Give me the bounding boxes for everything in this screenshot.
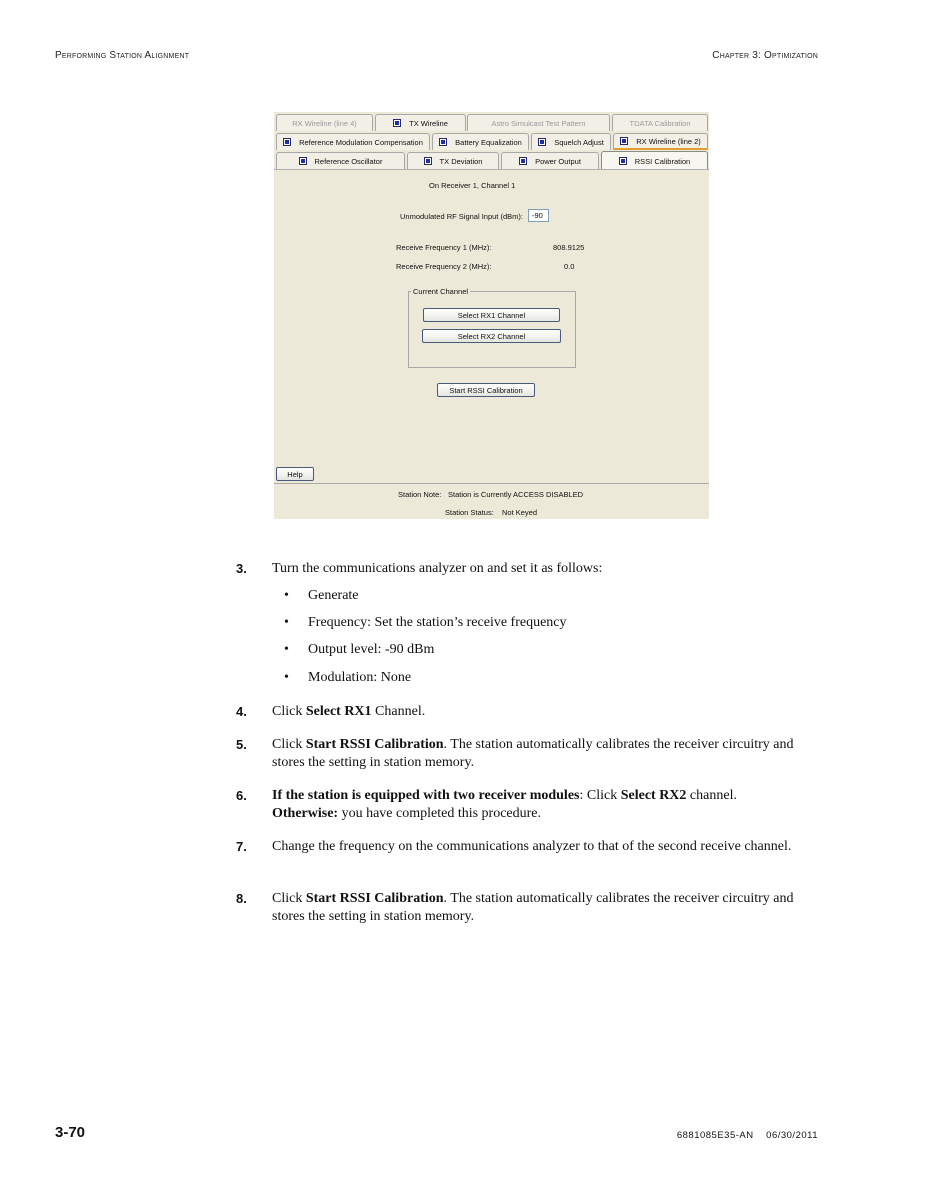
checkbox-checked-icon	[620, 137, 628, 145]
tab-reference-modulation-compensation[interactable]	[276, 133, 430, 150]
step-text-part: Channel.	[371, 704, 426, 719]
checkbox-checked-icon	[439, 138, 447, 146]
footer-doc-info	[677, 1130, 818, 1141]
step-text	[272, 703, 820, 721]
receive-frequency-1-value: 808.9125	[553, 243, 585, 252]
step-text-part: Click	[272, 891, 306, 906]
step-text-part: you have completed this procedure.	[338, 806, 542, 821]
step-text-bold: Start RSSI Calibration	[305, 891, 444, 906]
checkbox-checked-icon	[393, 119, 401, 127]
receiver-channel-text: On Receiver 1, Channel 1	[429, 181, 516, 190]
step-text-part: channel.	[686, 788, 737, 803]
start-rssi-calibration-button[interactable]: Start RSSI Calibration	[437, 383, 535, 397]
checkbox-checked-icon	[619, 157, 627, 165]
tab-ref-osc-label: Reference Oscillator	[314, 156, 383, 166]
tab-rx-wireline-line2[interactable]	[613, 133, 708, 150]
step-text: Change the frequency on the communications analyzer to that of the second receive channel.	[272, 839, 792, 854]
tab-astro-simulcast-label: Astro Simulcast Test Pattern	[491, 118, 586, 128]
current-channel-title: Current Channel	[413, 287, 469, 296]
checkbox-checked-icon	[299, 157, 307, 165]
step-text-bold: Otherwise:	[272, 806, 339, 821]
checkbox-checked-icon	[519, 157, 527, 165]
header-right-text: Chapter 3: Optimization	[712, 50, 818, 61]
step-text	[272, 736, 820, 772]
step-text-part: . The station automatically calibrates the receiver circuitry and stores the setting in station memory.	[272, 891, 794, 924]
bullet-icon: •	[284, 642, 289, 657]
tab-squelch-label: Squelch Adjust	[554, 137, 604, 147]
tab-row-3	[274, 152, 709, 170]
rssi-calibration-screenshot	[274, 112, 709, 519]
receive-frequency-2-label: Receive Frequency 2 (MHz):	[396, 262, 492, 271]
tab-rx-wireline-line4[interactable]	[276, 114, 373, 131]
tab-power-output-label: Power Output	[535, 156, 581, 166]
station-note-label: Station Note:	[398, 490, 442, 499]
step-number: 3.	[236, 561, 247, 576]
step-text-part: Click	[272, 704, 306, 719]
receive-frequency-2-value: 0.0	[564, 262, 575, 271]
step-text-bold: Select RX1	[305, 704, 372, 719]
step-number: 6.	[236, 788, 247, 803]
step-text	[272, 890, 820, 926]
station-status-value: Not Keyed	[502, 508, 538, 517]
tab-astro-simulcast[interactable]	[467, 114, 610, 131]
select-rx2-channel-button[interactable]: Select RX2 Channel	[422, 329, 561, 343]
tab-tx-wireline-label: TX Wireline	[409, 118, 448, 128]
step-text-bold: If the station is equipped with two receiver modules	[272, 788, 580, 803]
tab-squelch-adjust[interactable]	[531, 133, 611, 150]
help-button[interactable]: Help	[276, 467, 314, 481]
tab-row-2	[274, 133, 709, 151]
step-number: 4.	[236, 704, 247, 719]
select-rx1-channel-button[interactable]: Select RX1 Channel	[423, 308, 560, 322]
receive-frequency-1-label: Receive Frequency 1 (MHz):	[396, 243, 492, 252]
bullet-text: Generate	[308, 588, 359, 603]
checkbox-checked-icon	[424, 157, 432, 165]
step-text: Turn the communications analyzer on and set it as follows:	[272, 561, 603, 576]
tab-tdata-calibration-label: TDATA Calibration	[629, 118, 691, 128]
step-text-part: : Click	[579, 788, 621, 803]
doc-id: 6881085E35-AN	[676, 1130, 754, 1141]
tab-battery-equalization[interactable]	[432, 133, 529, 150]
tab-refmod-label: Reference Modulation Compensation	[299, 137, 423, 147]
checkbox-checked-icon	[538, 138, 546, 146]
signal-input-label: Unmodulated RF Signal Input (dBm):	[400, 212, 523, 221]
bullet-text: Frequency: Set the station’s receive frequency	[308, 615, 567, 630]
bullet-text: Output level: -90 dBm	[308, 642, 435, 657]
checkbox-checked-icon	[283, 138, 291, 146]
step-text-part: Click	[272, 737, 306, 752]
step-number: 5.	[236, 737, 247, 752]
step-number: 8.	[236, 891, 247, 906]
signal-input-field[interactable]: -90	[528, 209, 549, 222]
station-status-label: Station Status:	[445, 508, 494, 517]
running-header-right	[712, 50, 818, 61]
panel-top-border	[274, 169, 709, 170]
bullet-icon: •	[284, 615, 289, 630]
tab-tx-deviation[interactable]	[407, 152, 499, 169]
tab-tdata-calibration[interactable]	[612, 114, 708, 131]
tab-battery-label: Battery Equalization	[455, 137, 522, 147]
step-number: 7.	[236, 839, 247, 854]
tab-reference-oscillator[interactable]	[276, 152, 405, 169]
tab-rx-wireline-line4-label: RX Wireline (line 4)	[292, 118, 357, 128]
header-left-text: Performing Station Alignment	[55, 50, 190, 61]
tab-tx-deviation-label: TX Deviation	[439, 156, 483, 166]
status-separator	[274, 483, 709, 484]
tab-rssi-calibration[interactable]	[601, 151, 708, 170]
tab-row-1	[274, 114, 709, 132]
tab-rssi-label: RSSI Calibration	[634, 156, 691, 166]
step-text-bold: Select RX2	[620, 788, 687, 803]
bullet-text: Modulation: None	[308, 670, 412, 685]
step-text	[272, 787, 820, 823]
bullet-icon: •	[284, 670, 289, 685]
bullet-icon: •	[284, 588, 289, 603]
running-header-left	[55, 50, 189, 61]
station-note-value: Station is Currently ACCESS DISABLED	[448, 490, 584, 499]
step-text-part: . The station automatically calibrates the receiver circuitry and stores the setting in station memory.	[272, 737, 794, 770]
step-text-bold: Start RSSI Calibration	[305, 737, 444, 752]
tab-power-output[interactable]	[501, 152, 599, 169]
doc-date: 06/30/2011	[766, 1130, 818, 1141]
tab-tx-wireline[interactable]	[375, 114, 466, 131]
page-number: 3-70	[55, 1124, 86, 1141]
tab-rx-wireline-line2-label: RX Wireline (line 2)	[636, 136, 701, 146]
